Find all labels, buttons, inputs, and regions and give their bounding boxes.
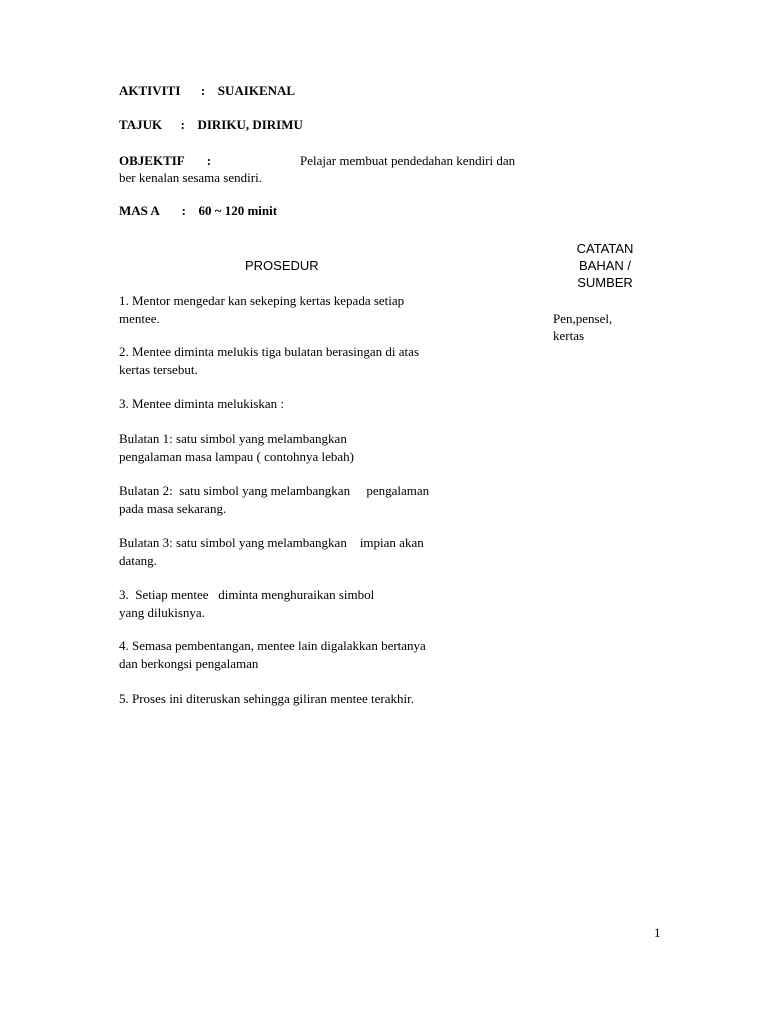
- catatan-heading-line3: SUMBER: [577, 275, 633, 290]
- bulatan-3: [119, 534, 424, 570]
- step-5-line1: 5. Proses ini diteruskan sehingga giliran mentee terakhir.: [119, 691, 414, 706]
- aktiviti-value: SUAIKENAL: [217, 83, 296, 98]
- bulatan-1-line2: pengalaman masa lampau ( contohnya lebah): [119, 449, 354, 464]
- bulatan-2-line2: pada masa sekarang.: [119, 501, 227, 516]
- catatan-heading: [562, 240, 648, 291]
- masa-label: MAS A: [119, 203, 160, 218]
- step-3b-line1: 3. Setiap mentee diminta menghuraikan simbol: [119, 587, 375, 602]
- tajuk-label: TAJUK: [119, 117, 163, 132]
- notes-materials: [553, 310, 612, 344]
- bulatan-2-line1: Bulatan 2: satu simbol yang melambangkan pengalaman: [119, 483, 430, 498]
- bulatan-3-line2: datang.: [119, 553, 157, 568]
- bulatan-1: [119, 430, 354, 466]
- step-5: [119, 690, 414, 708]
- step-3: [119, 395, 284, 413]
- catatan-heading-line1: CATATAN: [576, 241, 634, 256]
- masa-row: [119, 203, 277, 219]
- aktiviti-label: AKTIVITI: [119, 83, 181, 98]
- step-2-line2: kertas tersebut.: [119, 362, 198, 377]
- objektif-label: OBJEKTIF: [119, 153, 185, 168]
- step-4-line1: 4. Semasa pembentangan, mentee lain digalakkan bertanya: [119, 638, 426, 653]
- step-3b-line2: yang dilukisnya.: [119, 605, 205, 620]
- catatan-heading-line2: BAHAN /: [578, 258, 631, 273]
- notes-line1: Pen,pensel,: [553, 311, 613, 326]
- objektif-text-line2: ber kenalan sesama sendiri.: [119, 170, 262, 185]
- step-3-line1: 3. Mentee diminta melukiskan :: [119, 396, 284, 411]
- aktiviti-row: [119, 83, 295, 99]
- tajuk-row: [119, 117, 303, 133]
- tajuk-separator: :: [180, 117, 185, 132]
- step-4: [119, 637, 426, 673]
- bulatan-2: [119, 482, 429, 518]
- tajuk-value: DIRIKU, DIRIMU: [197, 117, 303, 132]
- step-4-line2: dan berkongsi pengalaman: [119, 656, 259, 671]
- masa-separator: :: [181, 203, 186, 218]
- step-1-line1: 1. Mentor mengedar kan sekeping kertas kepada setiap: [119, 293, 405, 308]
- bulatan-3-line1: Bulatan 3: satu simbol yang melambangkan impian akan: [119, 535, 424, 550]
- page-number: 1: [654, 925, 661, 940]
- bulatan-1-line1: Bulatan 1: satu simbol yang melambangkan: [119, 431, 347, 446]
- step-3b: [119, 586, 374, 622]
- masa-value: 60 ~ 120 minit: [198, 203, 278, 218]
- step-2: [119, 343, 419, 379]
- aktiviti-separator: :: [200, 83, 206, 98]
- objektif-label-row: [119, 153, 211, 169]
- step-1-line2: mentee.: [119, 311, 160, 326]
- step-2-line1: 2. Mentee diminta melukis tiga bulatan berasingan di atas: [119, 344, 420, 359]
- step-1: [119, 292, 404, 328]
- notes-line2: kertas: [553, 328, 585, 343]
- objektif-text-line1: Pelajar membuat pendedahan kendiri dan: [300, 153, 516, 168]
- prosedur-heading: PROSEDUR: [245, 258, 319, 273]
- objektif-separator: :: [206, 153, 212, 168]
